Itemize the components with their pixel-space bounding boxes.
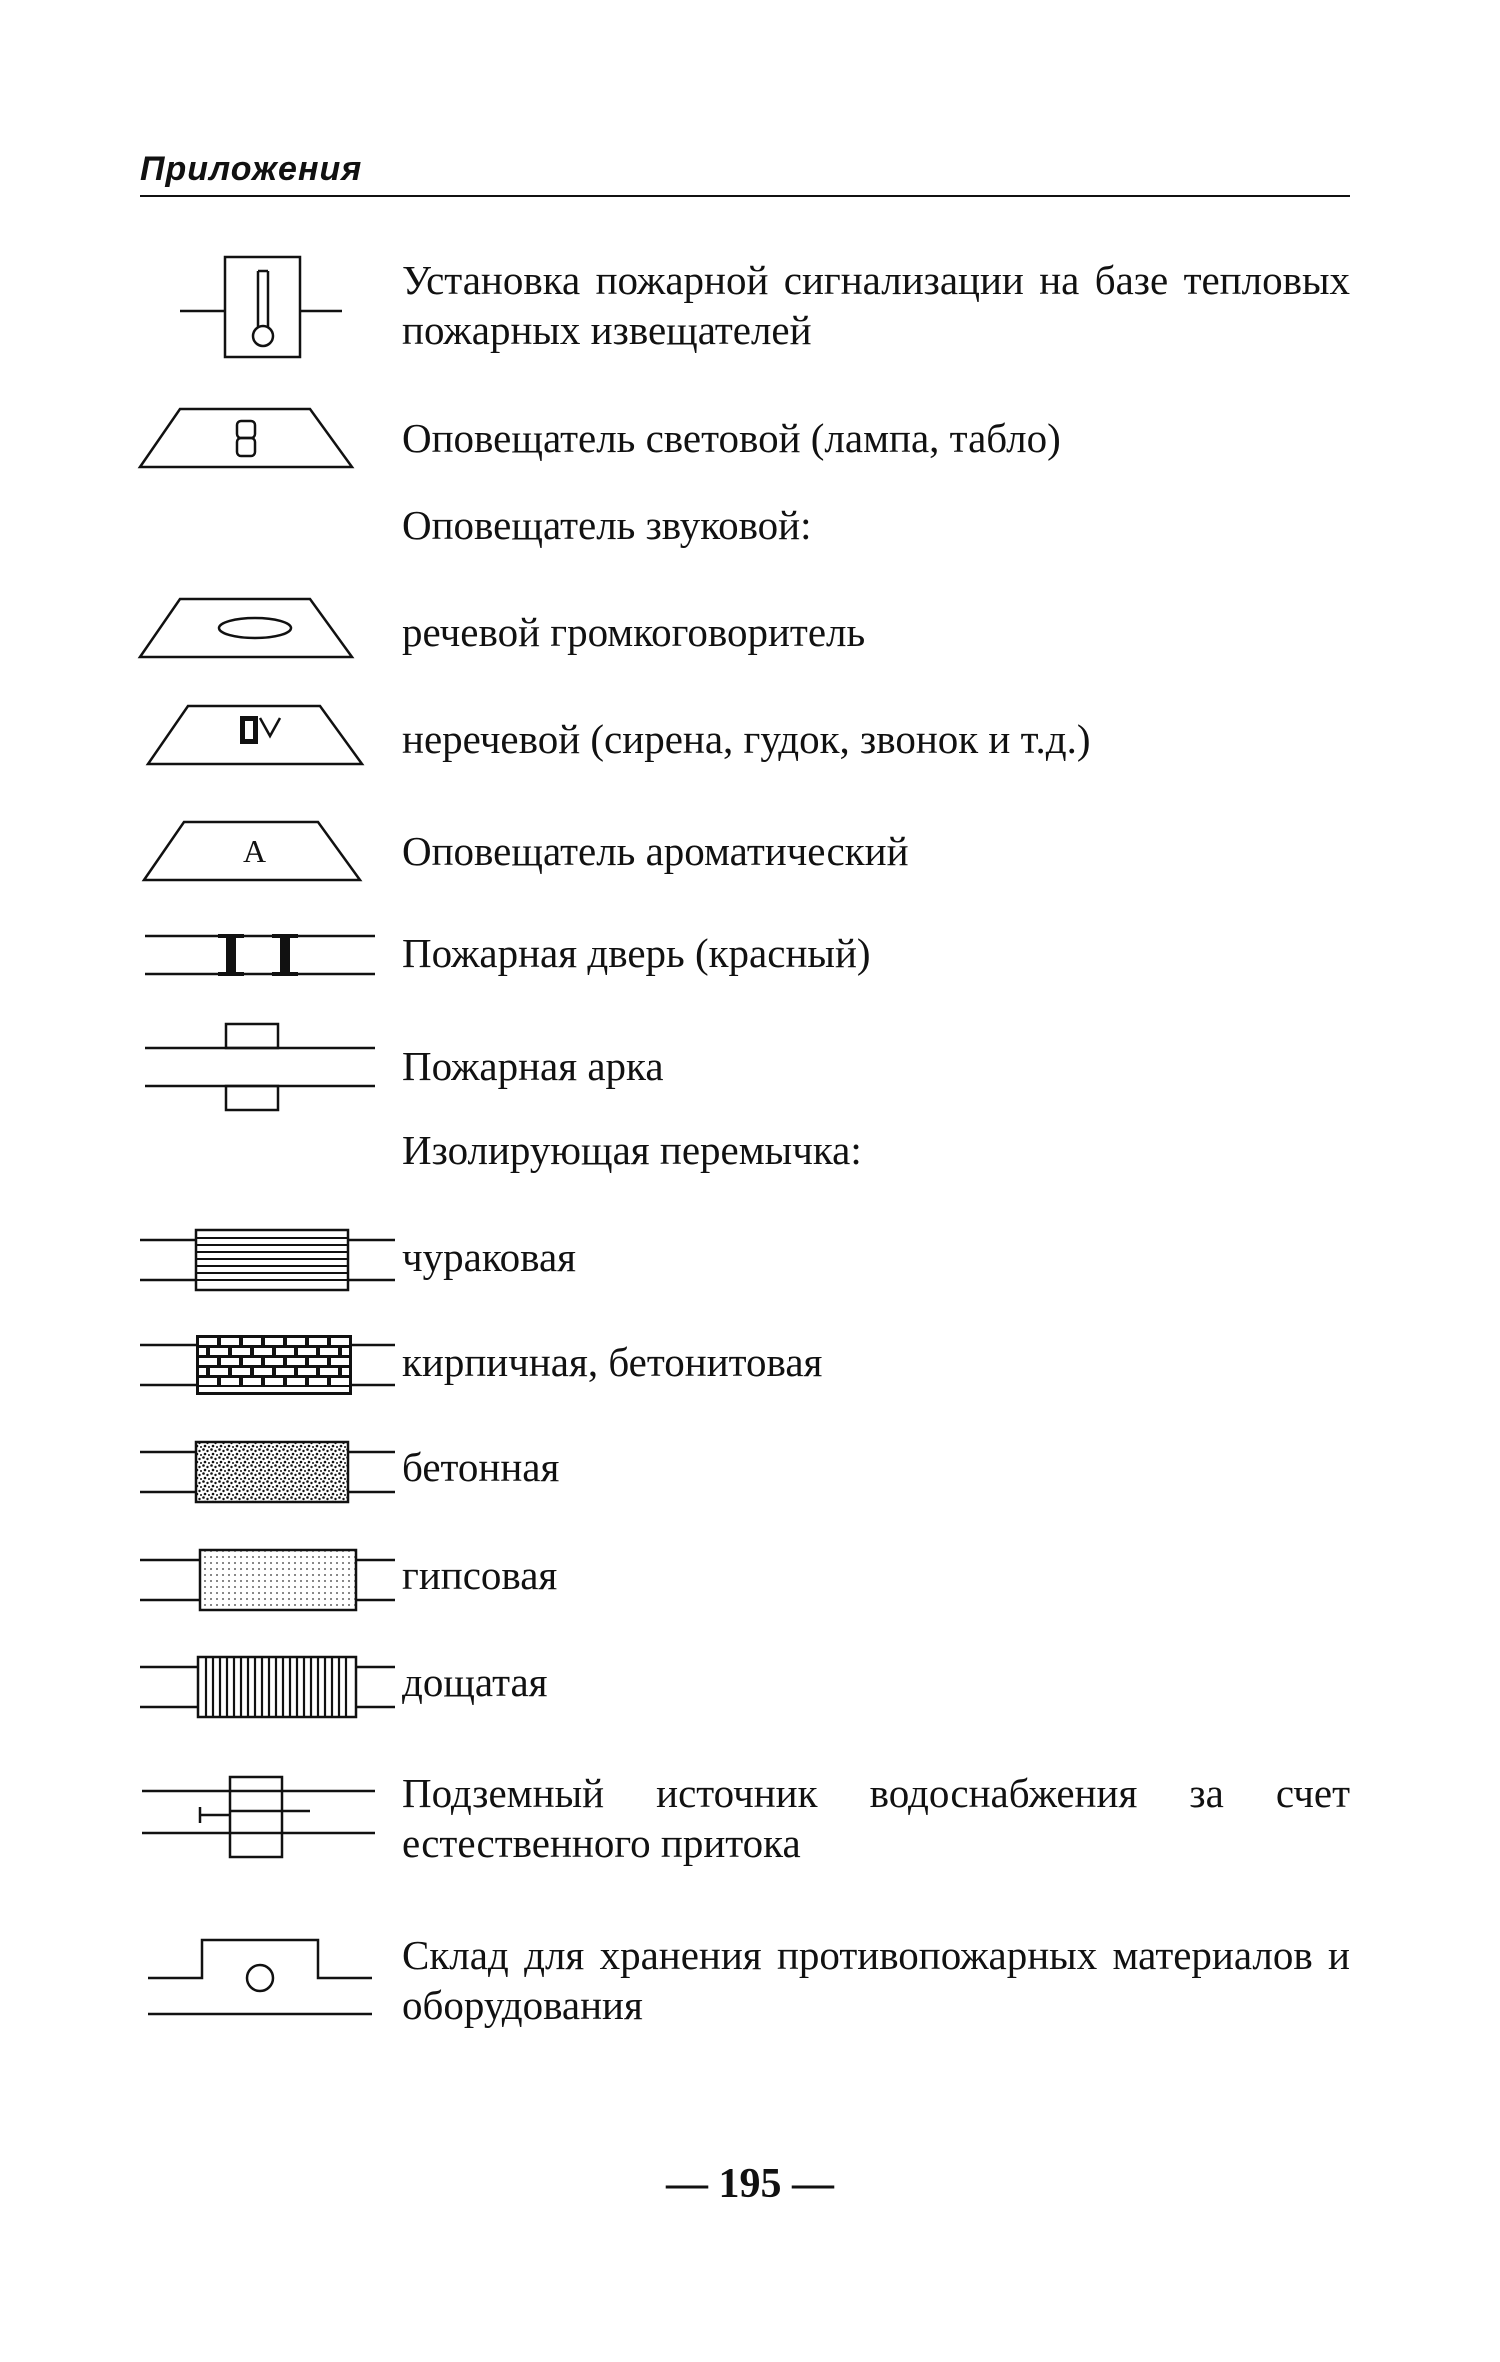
entry-text: Подземный источник водоснабжения за счет естественного притока <box>402 1770 1350 1866</box>
fire-door-icon <box>130 930 380 980</box>
entry-text: Изолирующая перемычка: <box>402 1127 862 1173</box>
fire-equipment-storage-icon <box>130 1936 390 2026</box>
entry-text: Оповещатель звуковой: <box>402 502 812 548</box>
entry-text: Пожарная дверь (красный) <box>402 930 871 976</box>
page-number: — 195 — <box>666 2161 834 2207</box>
entry-text: чураковая <box>402 1234 577 1280</box>
entry-text: неречевой (сирена, гудок, звонок и т.д.) <box>402 716 1091 762</box>
brick-bulkhead-icon <box>130 1333 400 1398</box>
entry-text: Склад для хранения противопожарных материалов и оборудования <box>402 1932 1350 2028</box>
timber-bulkhead-icon <box>130 1228 400 1293</box>
gypsum-bulkhead-icon <box>130 1548 400 1613</box>
aromatic-notifier-icon <box>130 818 370 888</box>
entry-text: Оповещатель световой (лампа, табло) <box>402 415 1061 461</box>
underground-water-source-icon <box>130 1773 390 1863</box>
entry-text: Оповещатель ароматический <box>402 828 909 874</box>
lamp-notifier-icon <box>130 405 360 475</box>
entry-text: кирпичная, бетонитовая <box>402 1339 823 1385</box>
thermometer-box-icon <box>130 255 350 365</box>
entry-text: гипсовая <box>402 1552 558 1598</box>
aromatic-symbol-letter: А <box>243 833 267 869</box>
fire-arch-icon <box>130 1020 380 1120</box>
entry-text: Установка пожарной сигнализации на базе тепловых пожарных извещателей <box>402 257 1350 353</box>
entry-text: речевой громкоговоритель <box>402 609 866 655</box>
entry-text: дощатая <box>402 1659 548 1705</box>
loudspeaker-notifier-icon <box>130 595 360 665</box>
entry-text: Пожарная арка <box>402 1043 664 1089</box>
header-rule <box>140 195 1350 197</box>
entry-text: бетонная <box>402 1444 560 1490</box>
section-header: Приложения <box>140 150 363 188</box>
plank-bulkhead-icon <box>130 1655 400 1720</box>
concrete-bulkhead-icon <box>130 1440 400 1505</box>
siren-notifier-icon <box>130 702 370 772</box>
